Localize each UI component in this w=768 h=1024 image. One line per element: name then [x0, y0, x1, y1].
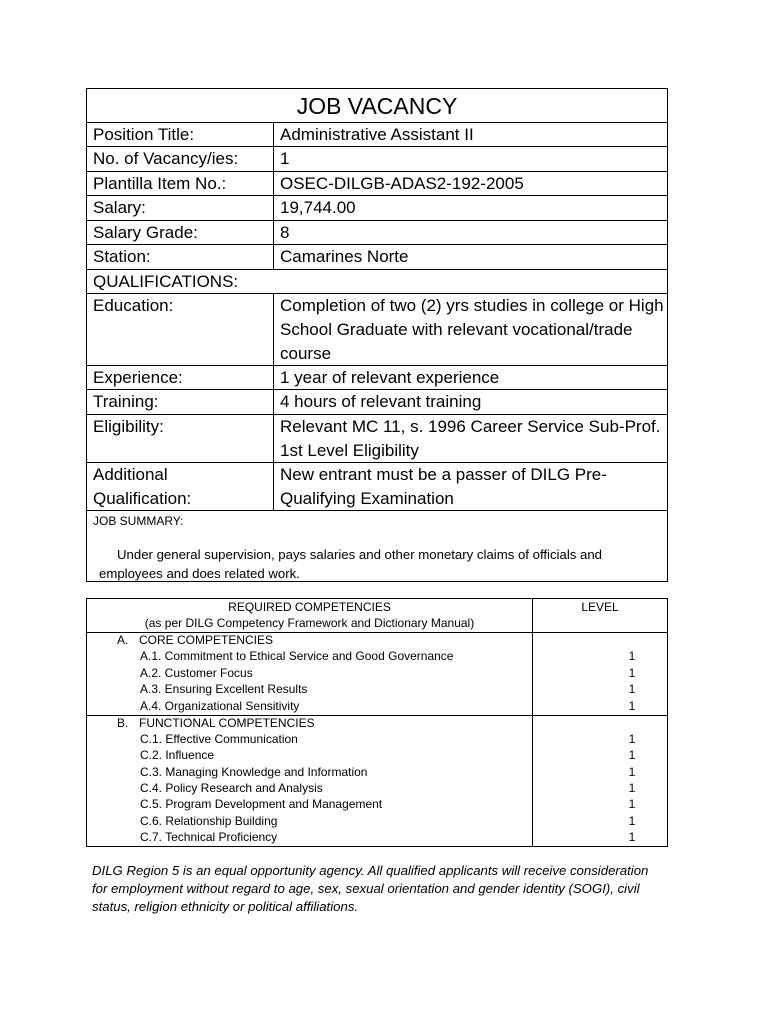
row-label: Education: — [93, 296, 174, 315]
equal-opportunity-note: DILG Region 5 is an equal opportunity agency. All qualified applicants will receive consideration for employment without regard to age, sex, sexual orientation and gender identity (SOGI), civil status, religion ethnicity or political affiliations. — [92, 863, 649, 914]
job-summary-text: Under general supervision, pays salaries and other monetary claims of officials and employees and does related work. — [99, 547, 603, 581]
row-label: Position Title: — [93, 125, 195, 144]
row-label: Station: — [93, 247, 151, 266]
row-label: Eligibility: — [93, 417, 164, 436]
row-label: Salary Grade: — [93, 223, 198, 242]
list-item: A.4. Organizational Sensitivity — [140, 698, 300, 713]
level-header: LEVEL — [581, 600, 619, 614]
row-label: Additional Qualification: — [93, 465, 192, 508]
list-item: A.1. Commitment to Ethical Service and Good Governance — [140, 649, 454, 663]
position-title-row — [87, 122, 667, 146]
level-value: 1 — [628, 780, 636, 795]
row-value: 1 year of relevant experience — [280, 368, 500, 387]
row-label: Experience: — [93, 368, 183, 387]
level-value: 1 — [628, 797, 636, 812]
qualifications-heading: QUALIFICATIONS: — [93, 272, 239, 291]
vacancy-count-row — [87, 146, 667, 171]
list-item: C.4. Policy Research and Analysis — [140, 780, 323, 795]
row-value: 8 — [280, 223, 290, 242]
training-row — [87, 389, 667, 414]
row-value: 19,744.00 — [280, 198, 356, 217]
plantilla-item-row — [87, 171, 667, 195]
level-value: 1 — [628, 665, 636, 680]
competencies-subheader: (as per DILG Competency Framework and Dictionary Manual) — [144, 616, 475, 630]
list-item: C.6. Relationship Building — [140, 813, 278, 828]
level-value: 1 — [628, 682, 636, 696]
row-value: Relevant MC 11, s. 1996 Career Service Sub-Prof. 1st Level Eligibility — [280, 417, 661, 460]
row-value: Completion of two (2) yrs studies in college or High School Graduate with relevant vocational/trade course — [280, 296, 664, 363]
functional-competencies-heading: B. FUNCTIONAL COMPETENCIES — [117, 716, 315, 730]
row-value: Camarines Norte — [280, 247, 409, 266]
qualifications-heading-row — [87, 269, 667, 293]
list-item: C.2. Influence — [140, 748, 215, 763]
level-value: 1 — [628, 732, 636, 746]
level-value: 1 — [628, 829, 636, 844]
row-label: No. of Vacancy/ies: — [93, 149, 239, 168]
title-row — [87, 89, 667, 122]
row-label: Salary: — [93, 198, 146, 217]
level-value: 1 — [628, 764, 636, 779]
list-item: C.5. Program Development and Management — [140, 797, 383, 812]
row-label: Plantilla Item No.: — [93, 174, 227, 193]
competencies-table — [86, 598, 668, 847]
job-summary-row — [87, 510, 667, 581]
salary-grade-row — [87, 220, 667, 244]
level-value: 1 — [628, 698, 636, 713]
row-value: 1 — [280, 149, 290, 168]
salary-row — [87, 195, 667, 220]
row-label: Training: — [93, 392, 159, 411]
list-item: C.3. Managing Knowledge and Information — [140, 764, 368, 779]
station-row — [87, 244, 667, 269]
level-value: 1 — [628, 649, 636, 663]
list-item: A.3. Ensuring Excellent Results — [140, 682, 308, 696]
page-title: JOB VACANCY — [296, 93, 458, 119]
level-value: 1 — [628, 813, 636, 828]
row-value: New entrant must be a passer of DILG Pre-Qualifying Examination — [280, 465, 607, 508]
row-value: Administrative Assistant II — [280, 125, 474, 144]
competencies-header: REQUIRED COMPETENCIES — [228, 600, 391, 614]
additional-qualification-row — [87, 462, 667, 510]
core-competencies-heading: A. CORE COMPETENCIES — [117, 633, 274, 647]
education-row — [87, 293, 667, 365]
job-summary-label: JOB SUMMARY: — [93, 514, 184, 528]
row-value: OSEC-DILGB-ADAS2-192-2005 — [280, 174, 524, 193]
list-item: A.2. Customer Focus — [140, 665, 253, 680]
job-vacancy-table — [86, 88, 668, 582]
list-item: C.7. Technical Proficiency — [140, 829, 278, 844]
level-value: 1 — [628, 748, 636, 763]
experience-row — [87, 365, 667, 389]
eligibility-row — [87, 414, 667, 462]
row-value: 4 hours of relevant training — [280, 392, 482, 411]
list-item: C.1. Effective Communication — [140, 732, 298, 746]
